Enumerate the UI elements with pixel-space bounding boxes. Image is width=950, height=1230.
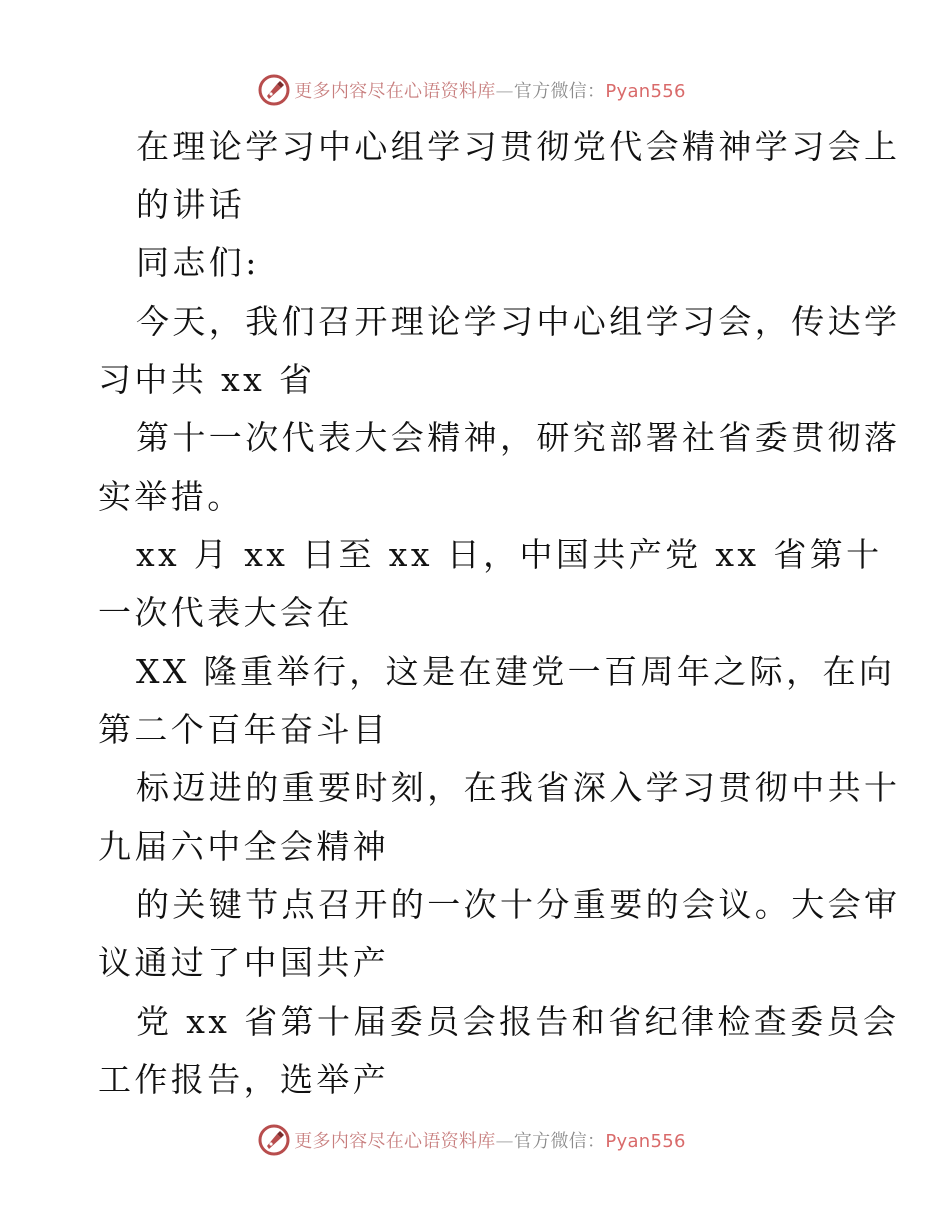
document-title-line-2: 的讲话 <box>136 185 246 224</box>
watermark-group <box>258 1124 686 1156</box>
paragraph-line: 工作报告，选举产 <box>98 1060 390 1099</box>
watermark-contact-label: 官方微信： <box>513 1131 606 1152</box>
paragraph-line: 的关键节点召开的一次十分重要的会议。大会审 <box>136 885 901 924</box>
paragraph-line: 九届六中全会精神 <box>98 827 390 866</box>
watermark-contact-label: 官方微信： <box>513 81 606 102</box>
watermark-contact-id: Pyan556 <box>605 81 686 102</box>
document-title-line-1: 在理论学习中心组学习贯彻党代会精神学习会上 <box>136 127 901 166</box>
header-watermark <box>0 70 950 110</box>
paragraph-line: 议通过了中国共产 <box>98 943 390 982</box>
watermark-text <box>294 1127 686 1153</box>
watermark-group <box>258 74 686 106</box>
watermark-dash: — <box>495 1131 514 1152</box>
watermark-brand: 更多内容尽在心语资料库 <box>294 1131 496 1152</box>
watermark-dash: — <box>495 81 514 102</box>
paragraph-line: 标迈进的重要时刻，在我省深入学习贯彻中共十 <box>136 768 901 807</box>
paragraph-line: 第二个百年奋斗目 <box>98 710 390 749</box>
watermark-contact-id: Pyan556 <box>605 1131 686 1152</box>
paragraph-line: 党 xx 省第十届委员会报告和省纪律检查委员会 <box>136 1002 900 1041</box>
footer-watermark <box>0 1120 950 1160</box>
paragraph-line: 习中共 xx 省 <box>98 360 316 399</box>
watermark-brand: 更多内容尽在心语资料库 <box>294 81 496 102</box>
pen-nib-logo-icon <box>258 74 290 106</box>
paragraph-line: 实举措。 <box>98 477 244 516</box>
pen-nib-logo-icon <box>258 1124 290 1156</box>
paragraph-line: 第十一次代表大会精神，研究部署社省委贯彻落 <box>136 418 901 457</box>
paragraph-line: XX 隆重举行，这是在建党一百周年之际，在向 <box>136 652 896 691</box>
paragraph-line: xx 月 xx 日至 xx 日，中国共产党 xx 省第十 <box>136 535 883 574</box>
watermark-text <box>294 77 686 103</box>
paragraph-line: 今天，我们召开理论学习中心组学习会，传达学 <box>136 302 901 341</box>
paragraph-line: 一次代表大会在 <box>98 593 353 632</box>
salutation: 同志们: <box>136 243 260 282</box>
